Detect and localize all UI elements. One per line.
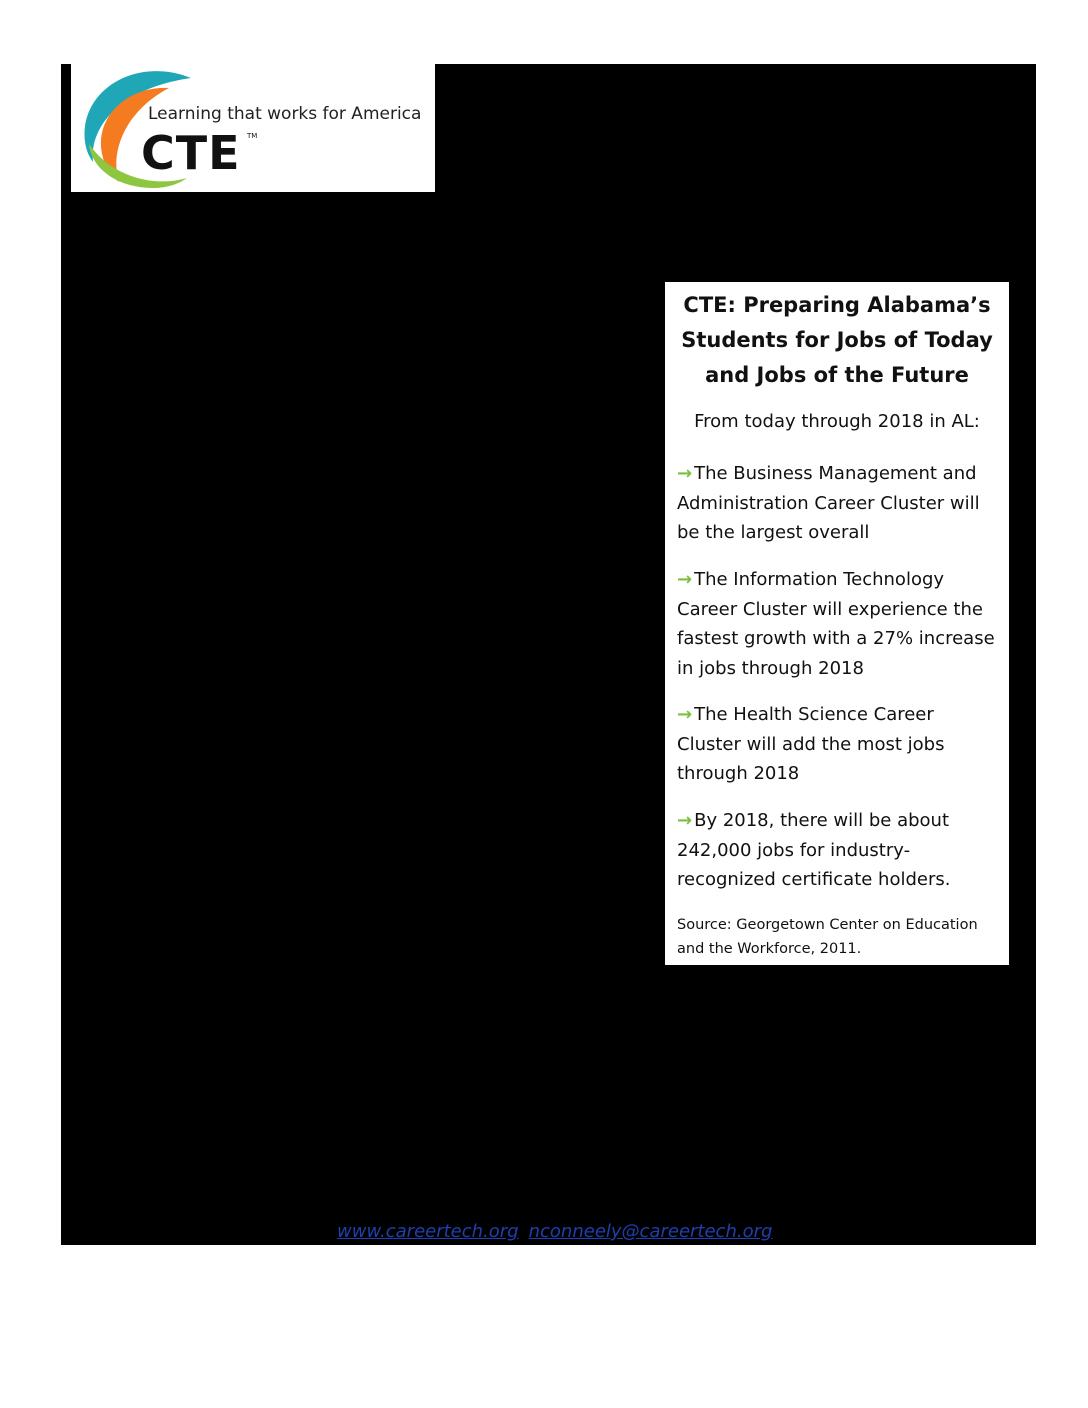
fact-text: The Information Technology Career Cluster will experience the fastest growth with a 27% increase in jobs through 2018	[677, 569, 995, 679]
footer-links	[337, 1220, 772, 1244]
sidebar-source: Source: Georgetown Center on Education and the Workforce, 2011.	[677, 917, 978, 957]
sidebar-title: CTE: Preparing Alabama’s Students for Jobs of Today and Jobs of the Future	[681, 293, 993, 387]
fact-item	[677, 700, 999, 789]
right-arrow-icon: →	[677, 704, 693, 725]
cte-logo-swoosh-icon	[71, 64, 435, 192]
right-arrow-icon: →	[677, 569, 693, 590]
website-link[interactable]: www.careertech.org	[337, 1221, 519, 1242]
right-arrow-icon: →	[677, 810, 693, 831]
fact-item	[677, 565, 999, 683]
right-arrow-icon: →	[677, 463, 693, 484]
fact-text: By 2018, there will be about 242,000 jobs for industry-recognized certificate holders.	[677, 810, 951, 890]
sidebar-intro: From today through 2018 in AL:	[694, 411, 980, 432]
fact-text: The Health Science Career Cluster will add the most jobs through 2018	[677, 704, 945, 784]
alabama-jobs-sidebar	[665, 282, 1009, 965]
logo-wordmark: CTE	[141, 126, 241, 180]
email-link[interactable]: nconneely@careertech.org	[528, 1221, 773, 1242]
logo-tagline: Learning that works for America	[148, 104, 422, 124]
fact-item	[677, 806, 999, 895]
logo-trademark: TM	[247, 132, 258, 140]
fact-item	[677, 459, 999, 548]
cte-logo	[71, 64, 435, 192]
fact-text: The Business Management and Administration Career Cluster will be the largest overall	[677, 463, 980, 543]
